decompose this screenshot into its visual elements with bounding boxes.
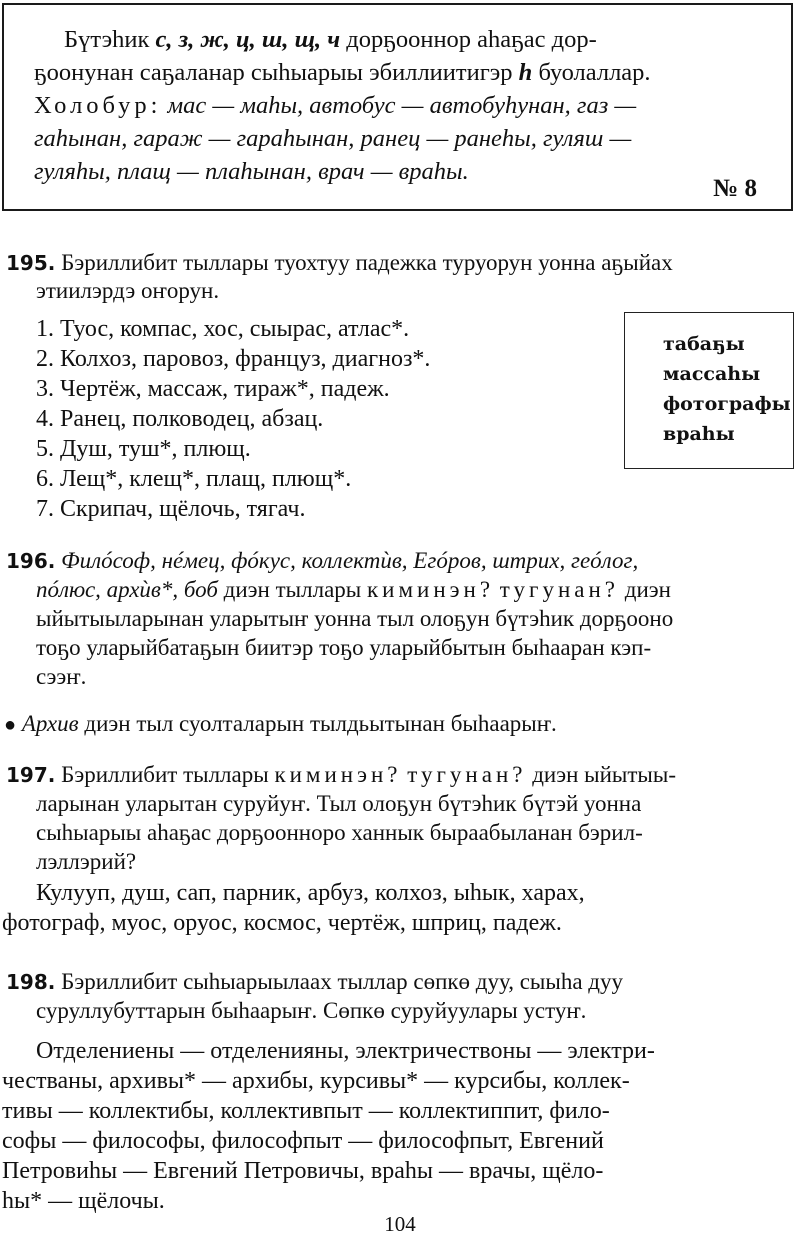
- example-label: Холобур:: [34, 92, 162, 119]
- list-item: 7. Скрипач, щёлочь, тягач.: [36, 496, 306, 522]
- side-box-words: [663, 329, 791, 449]
- exercise-197-line-1: [6, 760, 676, 790]
- exercise-198-body-line: һы* — щёлочы.: [2, 1188, 165, 1214]
- italic-words: Филóсоф, нéмец, фóкус, коллектѝв, Егóров, штрих, геóлог,: [61, 548, 639, 573]
- text: Бэриллибит сыһыарыылаах тыллар сөпкө дуу, сыыһа дуу: [61, 969, 623, 994]
- instruction-text: Бэриллибит тыллары туохтуу падежка туруорун уонна аҕыйах: [61, 250, 673, 275]
- exercise-number: 198.: [6, 970, 56, 994]
- rule-line-1: [34, 23, 774, 56]
- spaced-question: тугунан?: [499, 577, 619, 602]
- exercise-195-line-2: этиилэрдэ оҥорун.: [36, 278, 220, 303]
- example-text: мас — маһы, автобус — автобуһунан, газ —: [161, 92, 637, 119]
- bullet-note: [4, 709, 557, 740]
- rule-line-4: гаһынан, гараж — гараһынан, ранец — ранеһы, гуляш —: [34, 125, 632, 152]
- exercise-198-line-2: суруллубуттарын быһаарыҥ. Сөпкө суруйуулары устуҥ.: [36, 998, 587, 1023]
- rule-text: [34, 23, 774, 188]
- exercise-197-line-3: сыһыарыы аһаҕас дорҕоонноро ханнык быраабыланан бэрил-: [36, 820, 643, 845]
- list-item: 5. Душ, туш*, плющ.: [36, 436, 251, 462]
- text: диэн тыллары: [217, 577, 367, 602]
- exercise-198-line-1: [6, 967, 623, 997]
- list-item: 1. Туос, компас, хос, сыырас, атлас*.: [36, 316, 410, 342]
- exercise-195-word-list: [36, 314, 430, 524]
- exercise-196-line-4: тоҕо уларыйбатаҕын биитэр тоҕо уларыйбытын быһааран кэп-: [36, 635, 652, 660]
- exercise-197-line-4: лэллэрий?: [36, 849, 137, 874]
- exercise-197-line-2: ларынан уларытан суруйуҥ. Тыл олоҕун бүтэһик бүтэй уонна: [36, 791, 642, 816]
- list-item: 6. Лещ*, клещ*, плащ, плющ*.: [36, 466, 352, 492]
- rule-line-2: [34, 56, 774, 89]
- side-box-word: массаһы: [663, 363, 761, 385]
- spaced-question: киминэн?: [366, 577, 495, 602]
- list-item: 4. Ранец, полководец, абзац.: [36, 406, 324, 432]
- exercise-198-body-line: честваны, архивы* — архибы, курсивы* — курсибы, коллек-: [2, 1068, 630, 1094]
- text: диэн тыл суолталарын тылдьытынан быһаарыҥ.: [78, 711, 557, 736]
- exercise-197-words-1: Кулууп, душ, сап, парник, арбуз, колхоз, ыһык, харах,: [36, 880, 585, 906]
- rule-text-part: буолаллар.: [532, 59, 651, 86]
- exercise-number: 197.: [6, 763, 56, 787]
- rule-text-part: дорҕооннор аһаҕас дор-: [340, 26, 597, 53]
- spaced-question: киминэн?: [274, 762, 402, 787]
- list-item: 3. Чертёж, массаж, тираж*, падеж.: [36, 376, 390, 402]
- exercise-196-line-5: сээҥ.: [36, 664, 87, 689]
- italic-word: Архив: [21, 711, 79, 736]
- page-number: 104: [384, 1212, 416, 1236]
- exercise-197-words-2: фотограф, муос, оруос, космос, чертёж, шприц, падеж.: [2, 910, 562, 936]
- rule-line-5: гуляһы, плащ — плаһынан, врач — враһы.: [34, 158, 469, 185]
- rule-letters: с, з, ж, ц, ш, щ, ч: [155, 26, 341, 53]
- exercise-number: 196.: [6, 549, 56, 573]
- rule-letter-h: h: [518, 59, 533, 86]
- text: диэн: [619, 577, 671, 602]
- exercise-195-line-1: [6, 248, 673, 278]
- text: Бэриллибит тыллары: [61, 762, 275, 787]
- italic-words: пóлюс, архѝв*, боб: [36, 577, 218, 602]
- rule-box: [2, 3, 793, 211]
- rule-line-3: [34, 89, 774, 122]
- exercise-198-body-line: софы — философы, философпыт — философпыт, Евгений: [2, 1128, 604, 1154]
- exercise-196-line-3: ыйытыыларынан уларытыҥ уонна тыл олоҕун бүтэһик дорҕооно: [36, 606, 674, 631]
- list-item: 2. Колхоз, паровоз, француз, диагноз*.: [36, 346, 431, 372]
- side-box-word: враһы: [663, 423, 735, 445]
- exercise-198-body-line: тивы — коллектибы, коллективпыт — коллектиппит, фило-: [2, 1098, 610, 1124]
- rule-text-part: Бүтэһик: [64, 26, 156, 53]
- rule-text-part: ҕоонунан саҕаланар сыһыарыы эбиллиитигэр: [34, 59, 519, 86]
- exercise-198-body-line: Отделениены — отделенияны, электричествоны — электри-: [36, 1038, 655, 1064]
- spaced-question: тугунан?: [407, 762, 527, 787]
- exercise-196-line-2: [36, 575, 671, 605]
- exercise-198-body-line: Петровиһы — Евгений Петровичы, враһы — врачы, щёло-: [2, 1158, 604, 1184]
- bullet-icon: ●: [4, 714, 17, 736]
- exercise-number: 195.: [6, 251, 56, 275]
- side-box-word: табаҕы: [663, 333, 745, 355]
- rule-number: № 8: [713, 175, 757, 202]
- exercise-196-line-1: [6, 546, 638, 576]
- text: диэн ыйытыы-: [526, 762, 676, 787]
- side-box-examples: [624, 312, 794, 469]
- side-box-word: фотографы: [663, 393, 791, 415]
